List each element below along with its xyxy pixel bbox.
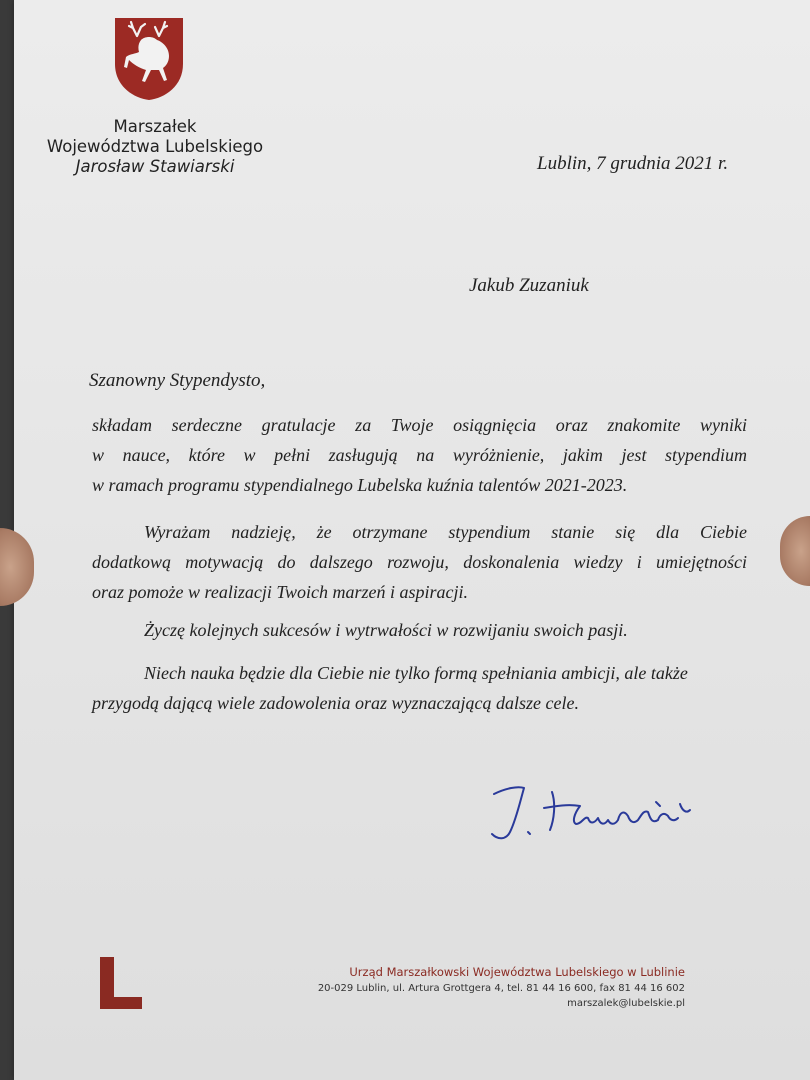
letter-page — [14, 0, 810, 1080]
footer-address: 20-029 Lublin, ul. Artura Grottgera 4, tel. 81 44 16 600, fax 81 44 16 602 — [317, 983, 685, 994]
issuer-title-line1: Marszałek — [113, 117, 197, 136]
issuer-name: Jarosław Stawiarski — [75, 157, 235, 176]
paragraph-4 — [92, 658, 688, 718]
footer-email: marszalek@lubelskie.pl — [567, 998, 685, 1009]
paragraph-line: oraz pomoże w realizacji Twoich marzeń i aspiracji. — [92, 582, 469, 602]
issuer-block — [34, 117, 276, 177]
paragraph-line: Wyrażam nadzieję, że otrzymane stypendium stanie się dla Ciebie — [144, 522, 747, 542]
salutation: Szanowny Stypendysto, — [89, 370, 266, 391]
paragraph-line: Niech nauka będzie dla Ciebie nie tylko formą spełniania ambicji, ale także — [144, 663, 688, 683]
paragraph-line: w nauce, które w pełni zasługują na wyróżnienie, jakim jest stypendium — [92, 445, 747, 465]
paragraph-line: przygodą dającą wiele zadowolenia oraz wyznaczającą dalsze cele. — [92, 693, 579, 713]
letter-date: Lublin, 7 grudnia 2021 r. — [537, 153, 729, 174]
paragraph-line: składam serdeczne gratulacje za Twoje osiągnięcia oraz znakomite wyniki — [92, 415, 747, 435]
paragraph-2 — [92, 517, 747, 607]
paragraph-line: w ramach programu stypendialnego Lubelska kuźnia talentów 2021-2023. — [92, 475, 628, 495]
logo-l-icon — [98, 955, 144, 1011]
letter-footer — [318, 963, 685, 1011]
issuer-title-line2: Województwa Lubelskiego — [46, 137, 264, 156]
recipient-name: Jakub Zuzaniuk — [469, 275, 589, 296]
paragraph-line: dodatkową motywacją do dalszego rozwoju, doskonalenia wiedzy i umiejętności — [92, 552, 747, 572]
paragraph-line: Życzę kolejnych sukcesów i wytrwałości w rozwijaniu swoich pasji. — [144, 620, 628, 640]
handwritten-signature — [484, 780, 714, 850]
coat-of-arms-icon — [111, 14, 187, 102]
footer-office-name: Urząd Marszałkowski Województwa Lubelskiego w Lublinie — [349, 965, 685, 979]
paragraph-1 — [92, 410, 747, 500]
paragraph-3 — [144, 615, 628, 645]
